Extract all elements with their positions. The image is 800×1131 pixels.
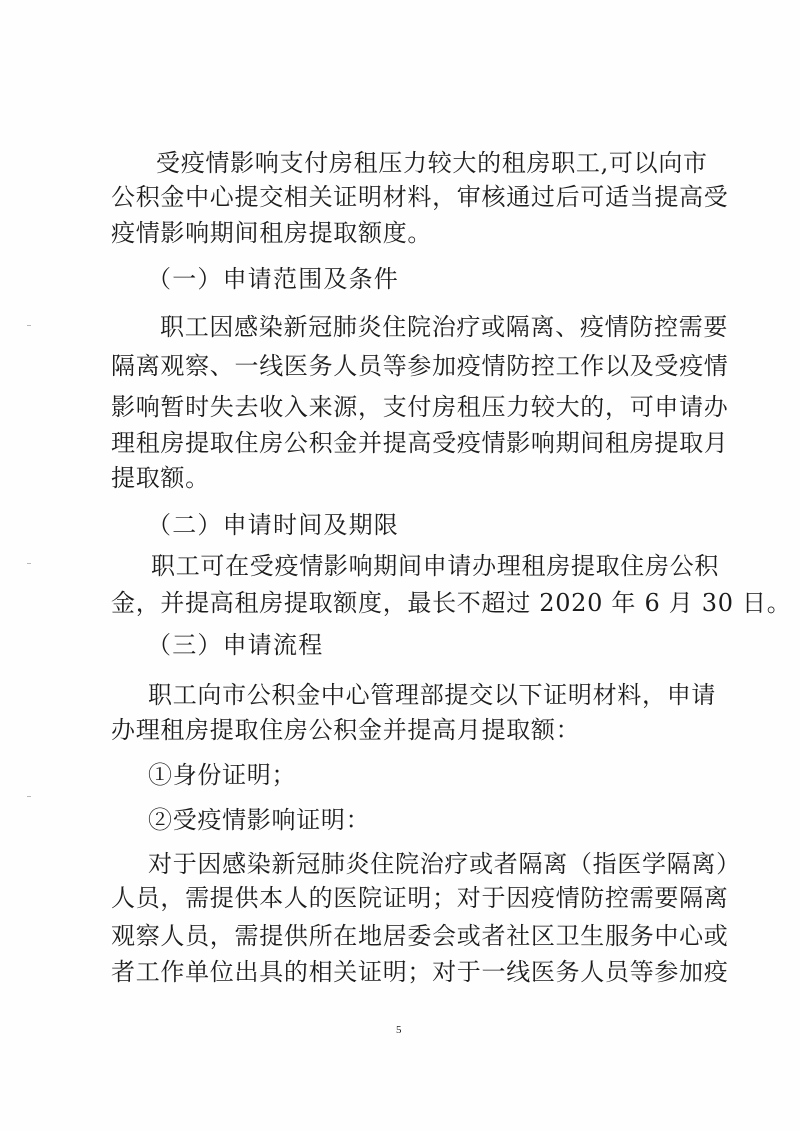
list-item: ①身份证明；	[148, 761, 297, 789]
paragraph-line: 办理租房提取住房公积金并提高月提取额：	[111, 716, 581, 744]
paragraph-line: 公积金中心提交相关证明材料，审核通过后可适当提高受	[111, 183, 729, 211]
paragraph-line: 职工向市公积金中心管理部提交以下证明材料，申请	[148, 681, 717, 709]
paragraph-line: 隔离观察、一线医务人员等参加疫情防控工作以及受疫情	[111, 352, 729, 380]
paragraph-line: 理租房提取住房公积金并提高受疫情影响期间租房提取月	[111, 429, 729, 457]
margin-mark	[27, 563, 31, 564]
paragraph-line: 职工因感染新冠肺炎住院治疗或隔离、疫情防控需要	[160, 313, 729, 341]
paragraph-line: 职工可在受疫情影响期间申请办理租房提取住房公积	[151, 552, 720, 580]
paragraph-line: 人员，需提供本人的医院证明；对于因疫情防控需要隔离	[111, 884, 729, 912]
paragraph-line: 影响暂时失去收入来源，支付房租压力较大的，可申请办	[111, 393, 729, 421]
page-number: 5	[396, 1024, 402, 1036]
margin-mark	[27, 796, 31, 797]
paragraph-line: 疫情影响期间租房提取额度。	[111, 219, 433, 247]
section-heading: （一）申请范围及条件	[147, 265, 399, 293]
paragraph-line: 提取额。	[111, 464, 210, 492]
paragraph-line: 金，并提高租房提取额度，最长不超过 2020 年 6 月 30 日。	[111, 589, 792, 617]
margin-mark	[27, 325, 31, 326]
list-item: ②受疫情影响证明：	[148, 806, 371, 834]
paragraph-line: 观察人员，需提供所在地居委会或者社区卫生服务中心或	[111, 922, 729, 950]
section-heading: （二）申请时间及期限	[147, 511, 399, 539]
paragraph-line: 对于因感染新冠肺炎住院治疗或者隔离（指医学隔离）	[148, 850, 741, 878]
paragraph-line: 者工作单位出具的相关证明；对于一线医务人员等参加疫	[111, 958, 729, 986]
section-heading: （三）申请流程	[147, 631, 324, 659]
paragraph-line: 受疫情影响支付房租压力较大的租房职工,可以向市	[156, 149, 708, 177]
